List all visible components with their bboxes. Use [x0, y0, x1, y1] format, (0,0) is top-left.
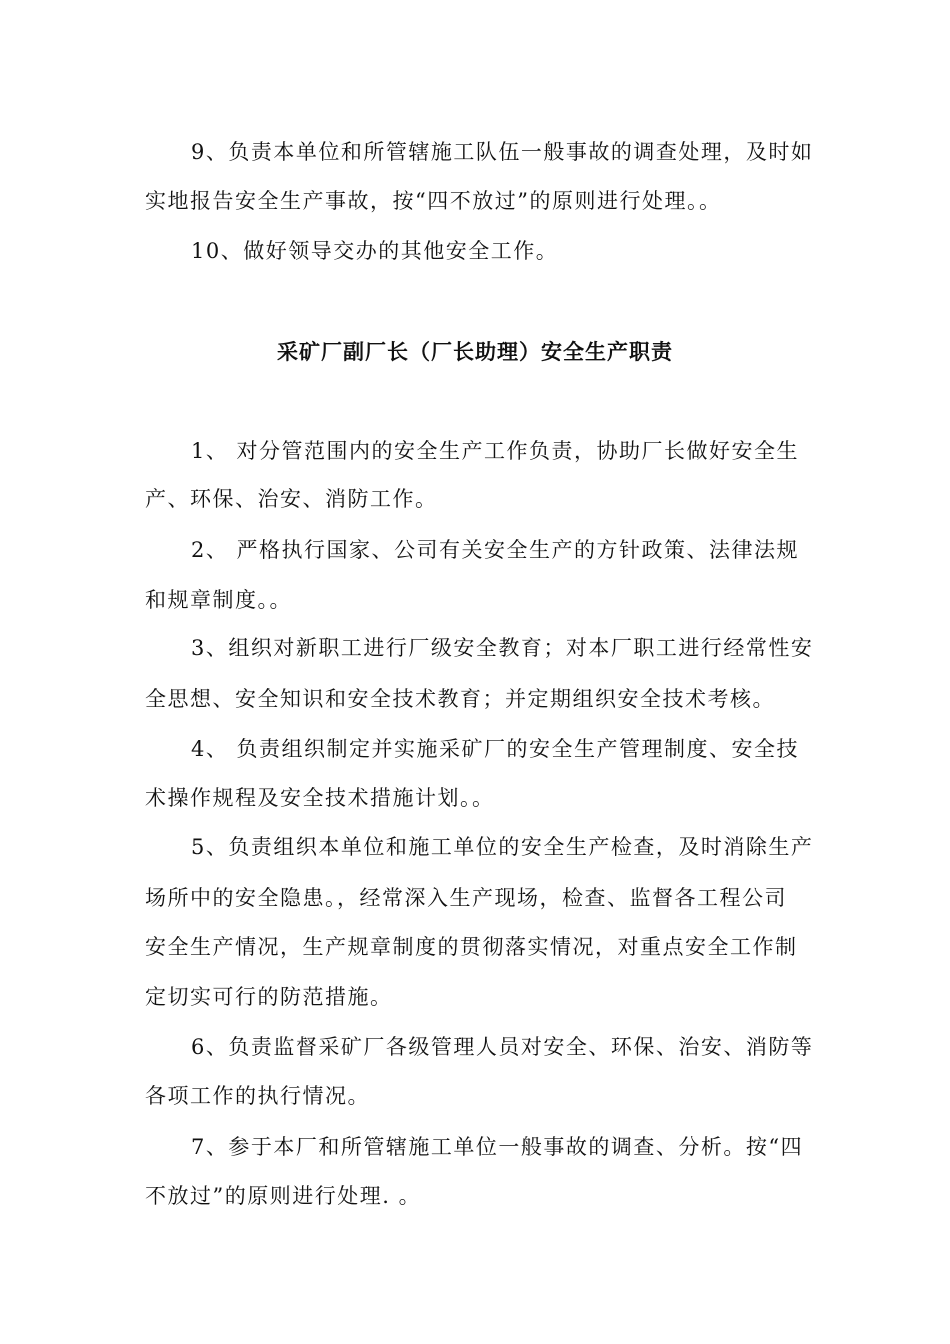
item-6-line-2: 各项工作的执行情况。 [145, 1084, 370, 1108]
item-4-line-1: 4、 负责组织制定并实施采矿厂的安全生产管理制度、安全技 [191, 737, 800, 761]
item-7-line-2: 不放过”的原则进行处理. 。 [145, 1184, 422, 1208]
item-7-line-1: 7、参于本厂和所管辖施工单位一般事故的调查、分析。按“四 [191, 1135, 804, 1159]
item-2-line-1: 2、 严格执行国家、公司有关安全生产的方针政策、法律法规 [191, 538, 800, 562]
paragraph-10-line-1: 10、做好领导交办的其他安全工作。 [191, 239, 559, 263]
item-1-line-1: 1、 对分管范围内的安全生产工作负责，协助厂长做好安全生 [191, 439, 800, 463]
item-3-line-1: 3、组织对新职工进行厂级安全教育；对本厂职工进行经常性安 [191, 636, 814, 660]
item-1-line-2: 产、环保、治安、消防工作。 [145, 487, 438, 511]
paragraph-9-line-2: 实地报告安全生产事故，按“四不放过”的原则进行处理。。 [145, 189, 722, 213]
item-5-line-1: 5、负责组织本单位和施工单位的安全生产检查，及时消除生产 [191, 835, 814, 859]
item-2-line-2: 和规章制度。。 [145, 588, 292, 612]
item-4-line-2: 术操作规程及安全技术措施计划。。 [145, 786, 495, 810]
item-5-line-4: 定切实可行的防范措施。 [145, 985, 393, 1009]
item-5-line-2: 场所中的安全隐患。，经常深入生产现场，检查、监督各工程公司 [145, 886, 787, 910]
item-5-line-3: 安全生产情况，生产规章制度的贯彻落实情况，对重点安全工作制 [145, 935, 798, 959]
item-6-line-1: 6、负责监督采矿厂各级管理人员对安全、环保、治安、消防等 [191, 1035, 814, 1059]
item-3-line-2: 全思想、安全知识和安全技术教育；并定期组织安全技术考核。 [145, 687, 775, 711]
section-title: 采矿厂副厂长（厂长助理）安全生产职责 [277, 339, 673, 364]
paragraph-9-line-1: 9、负责本单位和所管辖施工队伍一般事故的调查处理，及时如 [191, 140, 814, 164]
